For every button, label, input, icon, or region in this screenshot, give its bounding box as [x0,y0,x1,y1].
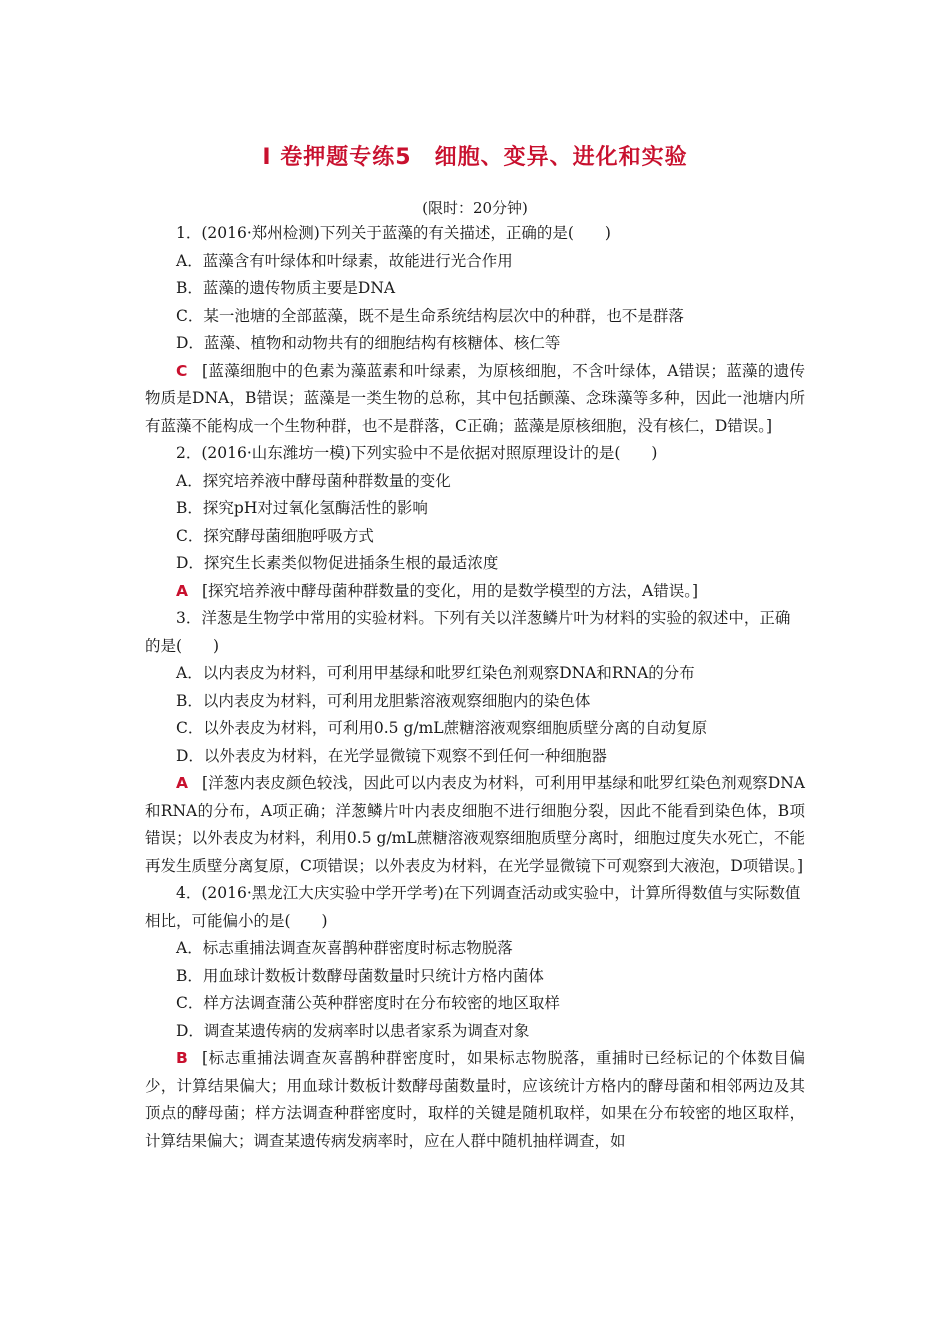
question-stem: 4．(2016·黑龙江大庆实验中学开学考)在下列调查活动或实验中，计算所得数值与实际数值相比，可能偏小的是( ) [145,884,801,930]
option-a: A．蓝藻含有叶绿体和叶绿素，故能进行光合作用 [176,251,513,270]
option-b: B．蓝藻的遗传物质主要是DNA [176,279,396,297]
page-title: Ⅰ 卷押题专练5 细胞、变异、进化和实验 [262,145,688,170]
option-a: A．探究培养液中酵母菌种群数量的变化 [176,471,451,490]
question-2 [145,440,805,605]
explanation-text: [探究培养液中酵母菌种群数量的变化，用的是数学模型的方法，A错误。] [202,581,699,600]
answer-explanation [145,358,805,441]
option-d: D．以外表皮为材料，在光学显微镜下观察不到任何一种细胞器 [176,746,607,765]
option-c: C．以外表皮为材料，可利用0.5 g/mL蔗糖溶液观察细胞质壁分离的自动复原 [176,719,708,737]
explanation-text: [蓝藻细胞中的色素为藻蓝素和叶绿素，为原核细胞，不含叶绿体，A错误；蓝藻的遗传物质是DNA，B错误；蓝藻是一类生物的总称，其中包括颤藻、念珠藻等多种，因此一池塘内所有蓝藻不能构成一个生物种群，也不是群落，C正确；蓝藻是原核细胞，没有核仁，D错误。] [145,361,805,435]
time-limit: (限时：20分钟) [422,199,528,217]
option-a: A．以内表皮为材料，可利用甲基绿和吡罗红染色剂观察DNA和RNA的分布 [176,664,695,682]
option-c: C．探究酵母菌细胞呼吸方式 [176,526,374,545]
option-c: C．样方法调查蒲公英种群密度时在分布较密的地区取样 [176,994,560,1012]
answer-letter: A [176,581,188,600]
explanation-text: [洋葱内表皮颜色较浅，因此可以内表皮为材料，可利用甲基绿和吡罗红染色剂观察DNA和RNA的分布，A项正确；洋葱鳞片叶内表皮细胞不进行细胞分裂，因此不能看到染色体，B项错误；以外表皮为材料，利用0.5 g/mL蔗糖溶液观察细胞质壁分离时，细胞过度失水死亡，不能再发生质壁分离复原，C项错误；以外表皮为材料，在光学显微镜下可观察到大液泡，D项错误。] [145,774,805,875]
question-1 [145,220,805,440]
answer-explanation [145,770,805,880]
option-d: D．调查某遗传病的发病率时以患者家系为调查对象 [176,1021,530,1040]
answer-explanation [145,578,805,606]
option-b: B．用血球计数板计数酵母菌数量时只统计方格内菌体 [176,966,544,985]
question-3 [145,605,805,880]
option-b: B．探究pH对过氧化氢酶活性的影响 [176,499,428,517]
option-b: B．以内表皮为材料，可利用龙胆紫溶液观察细胞内的染色体 [176,691,591,710]
question-stem: 2．(2016·山东潍坊一模)下列实验中不是依据对照原理设计的是( ) [176,444,658,462]
answer-letter: B [176,1049,188,1067]
explanation-text: [标志重捕法调查灰喜鹊种群密度时，如果标志物脱落，重捕时已经标记的个体数目偏少，计算结果偏大；用血球计数板计数酵母菌数量时，应该统计方格内的酵母菌和相邻两边及其顶点的酵母菌；样方法调查种群密度时，取样的关键是随机取样，如果在分布较密的地区取样，计算结果偏大；调查某遗传病发病率时，应在人群中随机抽样调查，如 [145,1049,805,1150]
question-4 [145,880,805,1155]
answer-letter: A [176,774,188,792]
option-d: D．探究生长素类似物促进插条生根的最适浓度 [176,554,499,572]
question-list [145,220,805,1155]
question-stem: 1．(2016·郑州检测)下列关于蓝藻的有关描述，正确的是( ) [176,224,611,242]
question-stem: 3．洋葱是生物学中常用的实验材料。下列有关以洋葱鳞片叶为材料的实验的叙述中，正确的是( ) [145,609,791,655]
option-c: C．某一池塘的全部蓝藻，既不是生命系统结构层次中的种群，也不是群落 [176,306,684,325]
answer-letter: C [176,361,188,380]
option-d: D．蓝藻、植物和动物共有的细胞结构有核糖体、核仁等 [176,334,561,352]
answer-explanation [145,1045,805,1155]
option-a: A．标志重捕法调查灰喜鹊种群密度时标志物脱落 [176,939,513,957]
